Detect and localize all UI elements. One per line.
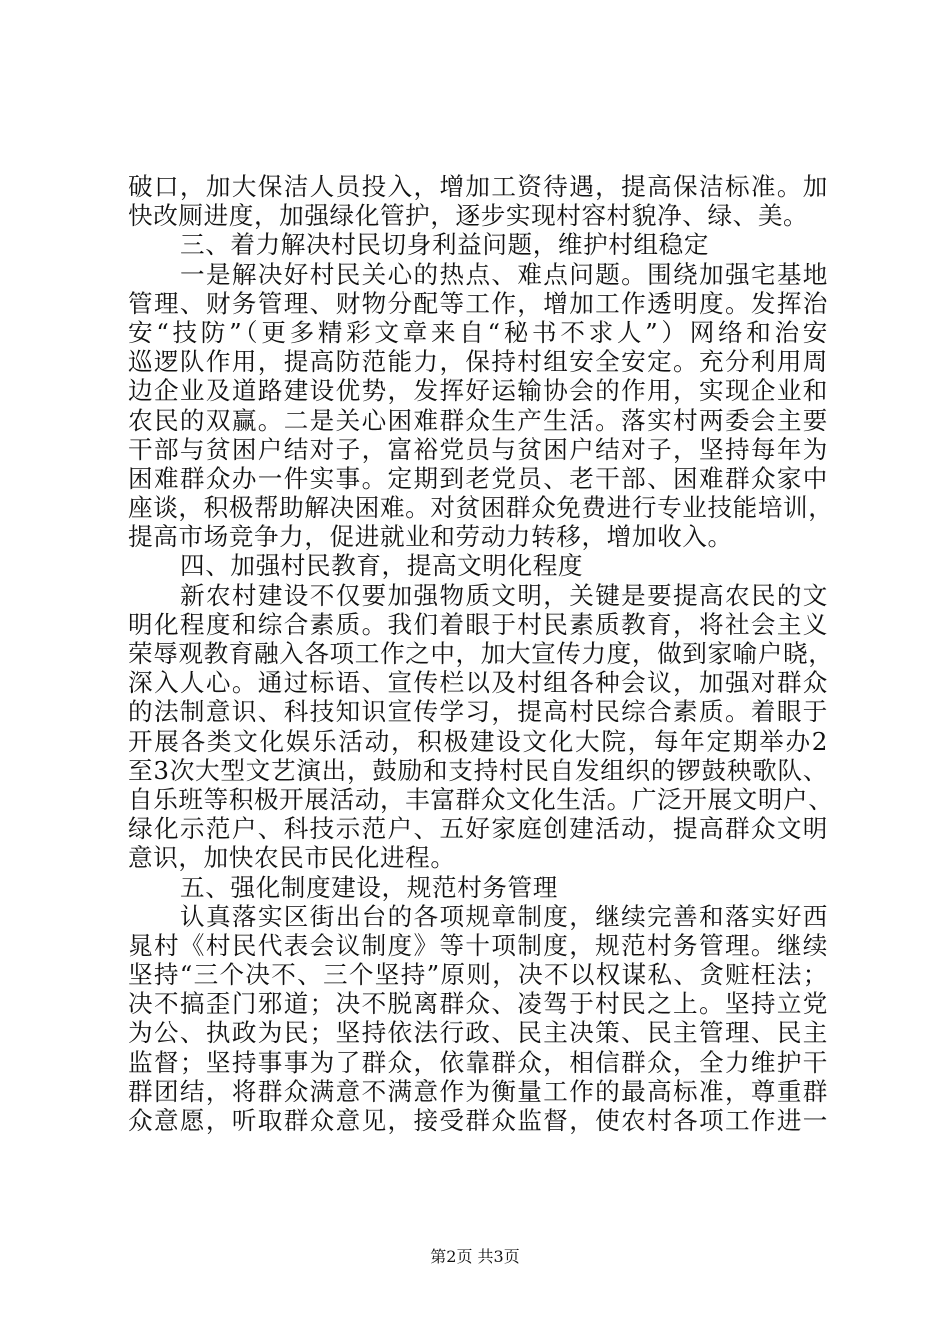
text-line: 快改厕进度，加强绿化管护，逐步实现村容村貌净、绿、美。 (128, 201, 809, 231)
text-line: 认真落实区街出台的各项规章制度，继续完善和落实好西 (180, 901, 828, 931)
text-line: 至3次大型文艺演出，鼓励和支持村民自发组织的锣鼓秧歌队、 (128, 755, 828, 785)
text-line: 众意愿，听取群众意见，接受群众监督，使农村各项工作进一 (128, 1106, 828, 1135)
text-line: 明化程度和综合素质。我们着眼于村民素质教育，将社会主义 (128, 609, 828, 639)
text-line: 干部与贫困户结对子，富裕党员与贫困户结对子，坚持每年为 (128, 434, 828, 464)
text-line: 一是解决好村民关心的热点、难点问题。围绕加强宅基地 (180, 259, 828, 289)
text-line: 的法制意识、科技知识宣传学习，提高村民综合素质。着眼于 (128, 697, 828, 727)
text-line: 开展各类文化娱乐活动，积极建设文化大院，每年定期举办2 (128, 726, 828, 756)
text-line: 座谈，积极帮助解决困难。对贫困群众免费进行专业技能培训， (128, 493, 834, 523)
text-line: 破口，加大保洁人员投入，增加工资待遇，提高保洁标准。加 (128, 172, 828, 201)
text-line: 五、强化制度建设，规范村务管理 (180, 872, 558, 902)
text-line: 坚持“三个决不、三个坚持”原则，决不以权谋私、贪赃枉法； (128, 960, 828, 990)
text-line: 深入人心。通过标语、宣传栏以及村组各种会议，加强对群众 (128, 668, 828, 698)
text-line: 管理、财务管理、财物分配等工作，增加工作透明度。发挥治 (128, 288, 828, 318)
text-line: 决不搞歪门邪道；决不脱离群众、凌驾于村民之上。坚持立党 (128, 989, 828, 1019)
page-footer: 第2页 共3页 (430, 1247, 520, 1266)
text-line: 四、加强村民教育，提高文明化程度 (180, 551, 584, 581)
text-line: 安“技防”（更多精彩文章来自“秘书不求人”）网络和治安 (128, 317, 828, 347)
text-line: 边企业及道路建设优势，发挥好运输协会的作用，实现企业和 (128, 376, 828, 406)
text-line: 自乐班等积极开展活动，丰富群众文化生活。广泛开展文明户、 (128, 784, 834, 814)
text-line: 晁村《村民代表会议制度》等十项制度，规范村务管理。继续 (128, 930, 828, 960)
text-line: 巡逻队作用，提高防范能力，保持村组安全安定。充分利用周 (128, 347, 828, 377)
text-line: 三、着力解决村民切身利益问题，维护村组稳定 (180, 230, 710, 260)
text-line: 为公、执政为民；坚持依法行政、民主决策、民主管理、民主 (128, 1018, 828, 1048)
text-line: 群团结，将群众满意不满意作为衡量工作的最高标准，尊重群 (128, 1076, 828, 1106)
text-line: 提高市场竞争力，促进就业和劳动力转移，增加收入。 (128, 522, 733, 552)
text-line: 荣辱观教育融入各项工作之中，加大宣传力度，做到家喻户晓， (128, 639, 834, 668)
text-line: 新农村建设不仅要加强物质文明，关键是要提高农民的文 (180, 580, 828, 610)
text-line: 绿化示范户、科技示范户、五好家庭创建活动，提高群众文明 (128, 814, 828, 844)
body-text (128, 172, 834, 1135)
text-line: 监督；坚持事事为了群众，依靠群众，相信群众，全力维护干 (128, 1047, 828, 1077)
text-line: 困难群众办一件实事。定期到老党员、老干部、困难群众家中 (128, 463, 828, 493)
text-line: 农民的双赢。二是关心困难群众生产生活。落实村两委会主要 (128, 405, 828, 435)
text-line: 意识，加快农民市民化进程。 (128, 843, 456, 873)
